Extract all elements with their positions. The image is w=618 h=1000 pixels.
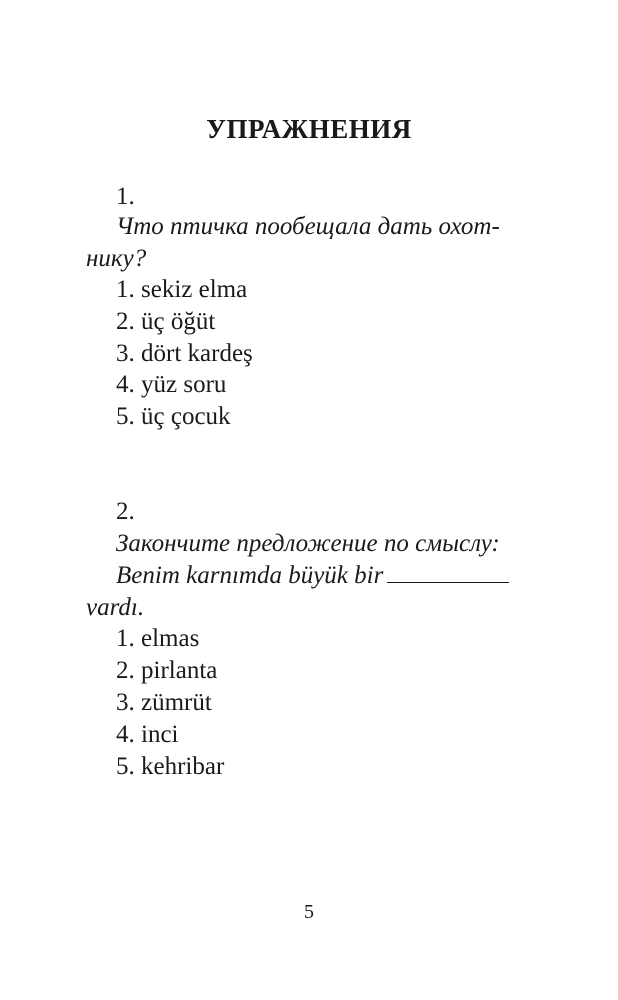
exercise-2-option-5: 5. kehribar xyxy=(116,753,225,780)
exercise-1-number: 1. xyxy=(116,183,135,210)
exercise-2-instruction: Закончите предложение по смыслу: xyxy=(116,530,500,557)
section-title: УПРАЖНЕНИЯ xyxy=(206,114,412,144)
exercise-1-option-4: 4. yüz soru xyxy=(116,371,227,398)
exercise-2-option-1: 1. elmas xyxy=(116,625,200,652)
exercise-1-option-5: 5. üç çocuk xyxy=(116,403,231,430)
exercise-1-question-line-1: Что птичка пообещала дать охот- xyxy=(116,213,500,240)
exercise-2-sentence-end: vardı. xyxy=(86,594,145,621)
exercise-1-option-3: 3. dört kardeş xyxy=(116,340,253,367)
answer-blank xyxy=(387,560,509,583)
exercise-1-option-1: 1. sekiz elma xyxy=(116,276,248,303)
exercise-1-question-line-2: нику? xyxy=(86,245,147,272)
exercise-1-option-2: 2. üç öğüt xyxy=(116,308,216,335)
exercise-2-option-4: 4. inci xyxy=(116,721,179,748)
exercise-2-option-2: 2. pirlanta xyxy=(116,657,218,684)
exercise-2-sentence-line-1 xyxy=(116,560,509,592)
exercise-2-sentence-start: Benim karnımda büyük bir xyxy=(116,562,384,589)
page-number: 5 xyxy=(304,901,314,923)
exercise-2-option-3: 3. zümrüt xyxy=(116,689,212,716)
exercise-2-number: 2. xyxy=(116,498,135,525)
